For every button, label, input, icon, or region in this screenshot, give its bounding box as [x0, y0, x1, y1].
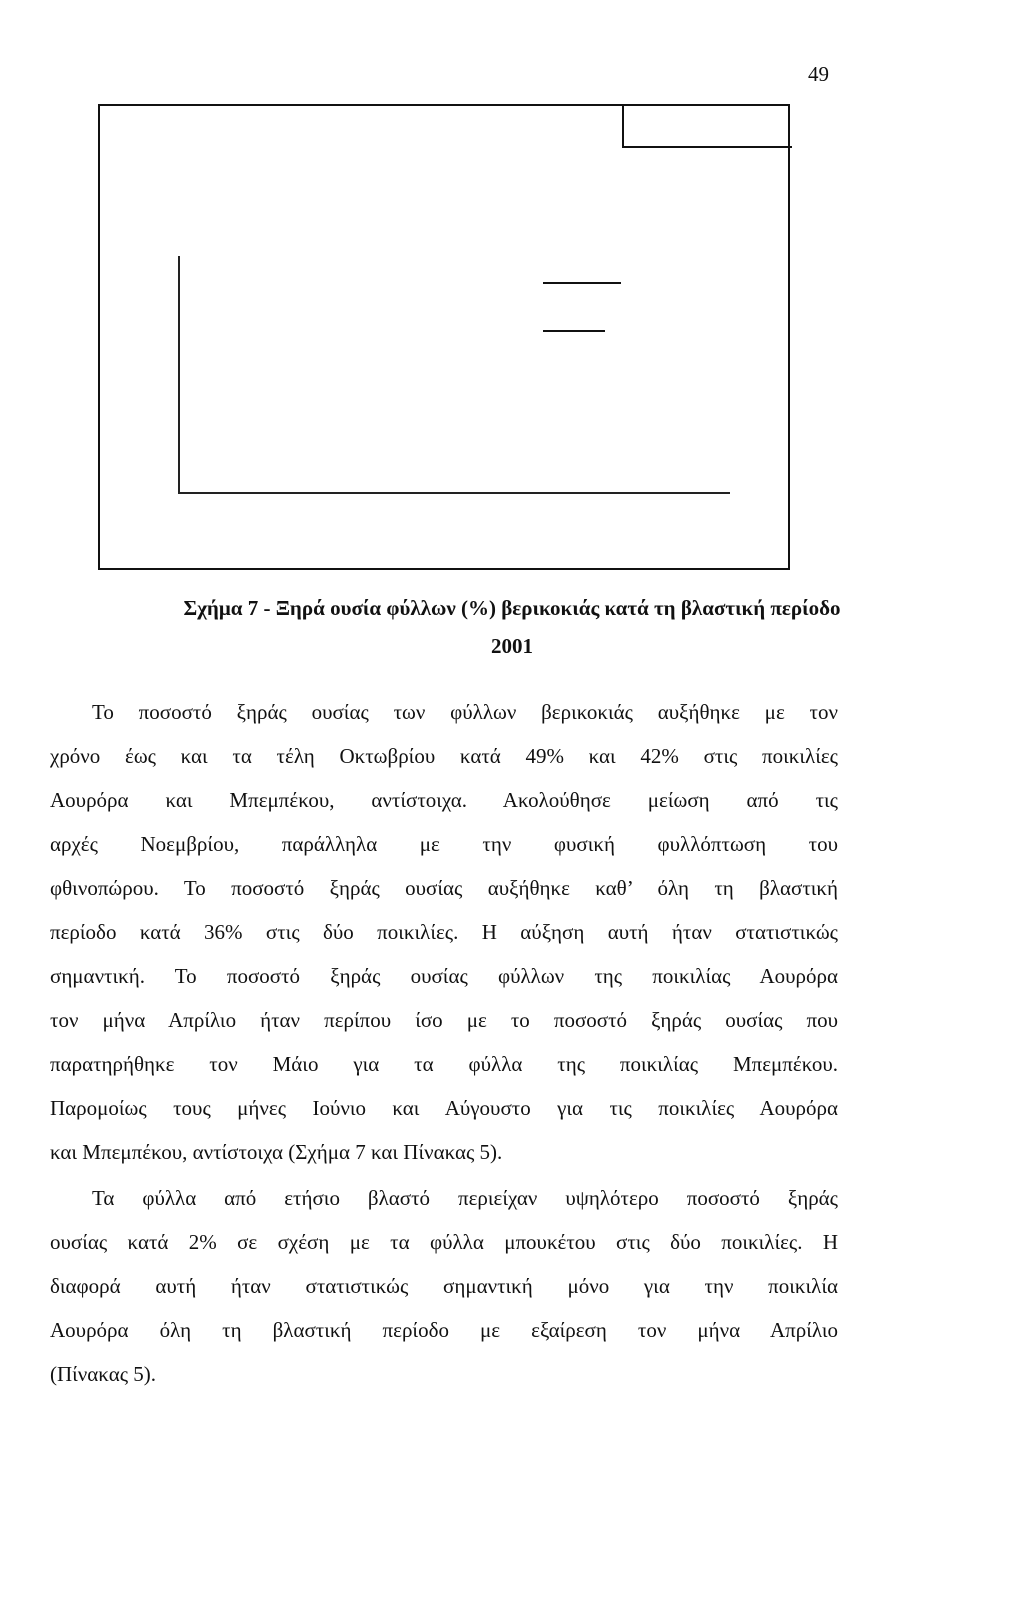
- body-line: και Μπεμπέκου, αντίστοιχα (Σχήμα 7 και Πίνακας 5).: [50, 1140, 503, 1164]
- body-line: περίοδο κατά 36% στις δύο ποικιλίες. Η αύξηση αυτή ήταν στατιστικώς: [50, 920, 838, 944]
- body-line: αρχές Νοεμβρίου, παράλληλα με την φυσική φυλλόπτωση του: [50, 832, 838, 856]
- body-line: Παρομοίως τους μήνες Ιούνιο και Αύγουστο για τις ποικιλίες Αουρόρα: [50, 1096, 838, 1120]
- body-line: ουσίας κατά 2% σε σχέση με τα φύλλα μπουκέτου στις δύο ποικιλίες. Η: [50, 1230, 838, 1254]
- body-line: σημαντική. Το ποσοστό ξηράς ουσίας φύλλων της ποικιλίας Αουρόρα: [50, 964, 838, 988]
- body-line: χρόνο έως και τα τέλη Οκτωβρίου κατά 49% και 42% στις ποικιλίες: [50, 744, 838, 768]
- body-line: Το ποσοστό ξηράς ουσίας των φύλλων βερικοκιάς αυξήθηκε με τον: [92, 700, 838, 724]
- body-line: παρατηρήθηκε τον Μάιο για τα φύλλα της ποικιλίας Μπεμπέκου.: [50, 1052, 838, 1076]
- body-line: τον μήνα Απρίλιο ήταν περίπου ίσο με το ποσοστό ξηράς ουσίας που: [50, 1008, 838, 1032]
- figure-caption-line1: Σχήμα 7 - Ξηρά ουσία φύλλων (%) βερικοκιάς κατά τη βλαστική περίοδο: [183, 596, 841, 620]
- body-line: Αουρόρα και Μπεμπέκου, αντίστοιχα. Ακολούθησε μείωση από τις: [50, 788, 838, 812]
- page-number: 49: [808, 62, 829, 86]
- body-line: Αουρόρα όλη τη βλαστική περίοδο με εξαίρεση τον μήνα Απρίλιο: [50, 1318, 838, 1342]
- legend-line-1: [543, 282, 621, 284]
- figure-caption-line2: 2001: [491, 634, 533, 658]
- body-line: φθινοπώρου. Το ποσοστό ξηράς ουσίας αυξήθηκε καθ’ όλη τη βλαστική: [50, 876, 838, 900]
- legend-line-2: [543, 330, 605, 332]
- body-line: Τα φύλλα από ετήσιο βλαστό περιείχαν υψηλότερο ποσοστό ξηράς: [92, 1186, 838, 1210]
- body-line: διαφορά αυτή ήταν στατιστικώς σημαντική μόνο για την ποικιλία: [50, 1274, 838, 1298]
- legend-box: [622, 104, 792, 148]
- plot-axes: [178, 256, 730, 494]
- body-line: (Πίνακας 5).: [50, 1362, 157, 1386]
- figure-frame: [98, 104, 790, 570]
